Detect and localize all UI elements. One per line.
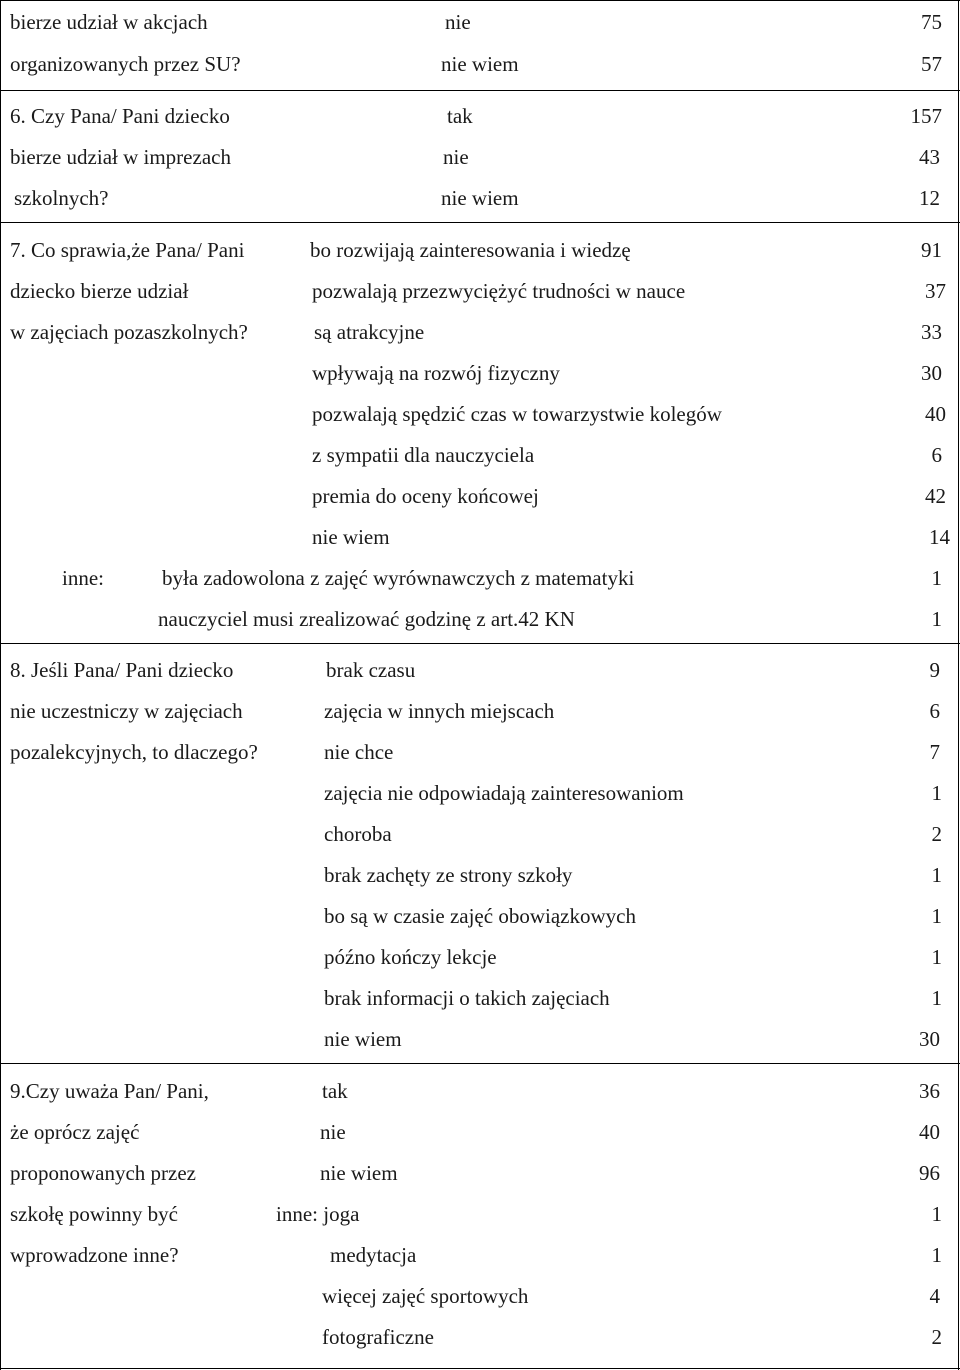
q7-answer-label: z sympatii dla nauczyciela [312,443,535,467]
q7-other-answer-label: nauczyciel musi zrealizować godzinę z art.42 KN [158,607,575,631]
q9-answer-count: 1 [931,1202,942,1226]
table-border-top [0,0,960,1]
q6-answer-count: 12 [919,186,940,210]
q9-question-line: proponowanych przez [10,1161,197,1185]
q5-answer-label: nie [445,10,471,34]
q7-question-line: 7. Co sprawia,że Pana/ Pani [10,238,245,262]
q8-answer-count: 1 [931,945,942,969]
q8-question-line: 8. Jeśli Pana/ Pani dziecko [10,658,234,682]
q9-answer-label: fotograficzne [322,1325,434,1349]
row-divider [0,90,960,91]
q8-question-line: pozalekcyjnych, to dlaczego? [10,740,258,764]
row-divider [0,1063,960,1064]
q7-answer-label: premia do oceny końcowej [312,484,539,508]
q7-answer-label: wpływają na rozwój fizyczny [312,361,560,385]
q8-answer-label: brak informacji o takich zajęciach [324,986,610,1010]
q7-answer-label: pozwalają spędzić czas w towarzystwie kolegów [312,402,722,426]
q7-other-label: inne: [62,566,104,590]
q5-answer-count: 57 [921,52,942,76]
q9-answer-label: inne: joga [276,1202,360,1226]
q5-answer-count: 75 [921,10,942,34]
q9-answer-count: 4 [929,1284,940,1308]
q7-answer-count: 42 [925,484,946,508]
q6-answer-label: nie [443,145,469,169]
table-border-right [958,0,959,1370]
q7-question-line: dziecko bierze udział [10,279,189,303]
q7-question-line: w zajęciach pozaszkolnych? [10,320,248,344]
q8-answer-label: nie chce [324,740,394,764]
q8-answer-label: brak czasu [326,658,416,682]
q5-question-line: bierze udział w akcjach [10,10,208,34]
q8-answer-label: zajęcia nie odpowiadają zainteresowaniom [324,781,684,805]
q9-answer-count: 40 [919,1120,940,1144]
q9-question-line: 9.Czy uważa Pan/ Pani, [10,1079,209,1103]
q7-answer-count: 6 [931,443,942,467]
q7-other-answer-count: 1 [931,566,942,590]
q7-answer-count: 33 [921,320,942,344]
q7-answer-count: 14 [929,525,950,549]
q9-answer-count: 96 [919,1161,940,1185]
q9-answer-count: 1 [931,1243,942,1267]
q7-answer-label: są atrakcyjne [314,320,425,344]
q8-answer-count: 1 [931,986,942,1010]
table-border-left [0,0,1,1370]
q9-answer-count: 36 [919,1079,940,1103]
q8-answer-count: 9 [929,658,940,682]
q7-other-answer-count: 1 [931,607,942,631]
q6-answer-label: nie wiem [441,186,519,210]
q9-question-line: że oprócz zajęć [10,1120,140,1144]
q6-answer-count: 157 [910,104,942,128]
q8-answer-label: brak zachęty ze strony szkoły [324,863,573,887]
q9-answer-count: 2 [931,1325,942,1349]
q7-other-answer-label: była zadowolona z zajęć wyrównawczych z matematyki [162,566,635,590]
q7-answer-count: 91 [921,238,942,262]
q8-question-line: nie uczestniczy w zajęciach [10,699,243,723]
q9-answer-label: więcej zajęć sportowych [322,1284,529,1308]
q8-answer-count: 30 [919,1027,940,1051]
q8-answer-count: 7 [929,740,940,764]
q7-answer-count: 30 [921,361,942,385]
q6-answer-count: 43 [919,145,940,169]
q9-answer-label: medytacja [330,1243,417,1267]
row-divider [0,222,960,223]
q7-answer-label: nie wiem [312,525,390,549]
q9-answer-label: nie wiem [320,1161,398,1185]
q7-answer-label: bo rozwijają zainteresowania i wiedzę [310,238,631,262]
q8-answer-count: 1 [931,863,942,887]
q8-answer-count: 1 [931,904,942,928]
q8-answer-count: 6 [929,699,940,723]
q6-answer-label: tak [447,104,473,128]
q7-answer-count: 37 [925,279,946,303]
q8-answer-label: bo są w czasie zajęć obowiązkowych [324,904,636,928]
q6-question-line: bierze udział w imprezach [10,145,231,169]
q7-answer-label: pozwalają przezwyciężyć trudności w nauce [312,279,686,303]
q9-question-line: szkołę powinny być [10,1202,178,1226]
q9-answer-label: nie [320,1120,346,1144]
q6-question-line: szkolnych? [14,186,109,210]
q5-answer-label: nie wiem [441,52,519,76]
q8-answer-label: późno kończy lekcje [324,945,497,969]
q9-question-line: wprowadzone inne? [10,1243,179,1267]
q6-question-line: 6. Czy Pana/ Pani dziecko [10,104,230,128]
q8-answer-label: zajęcia w innych miejscach [324,699,555,723]
q7-answer-count: 40 [925,402,946,426]
q8-answer-label: choroba [324,822,392,846]
table-border-bottom [0,1368,960,1369]
q8-answer-count: 2 [931,822,942,846]
row-divider [0,643,960,644]
q9-answer-label: tak [322,1079,348,1103]
q8-answer-count: 1 [931,781,942,805]
q5-question-line: organizowanych przez SU? [10,52,241,76]
q8-answer-label: nie wiem [324,1027,402,1051]
